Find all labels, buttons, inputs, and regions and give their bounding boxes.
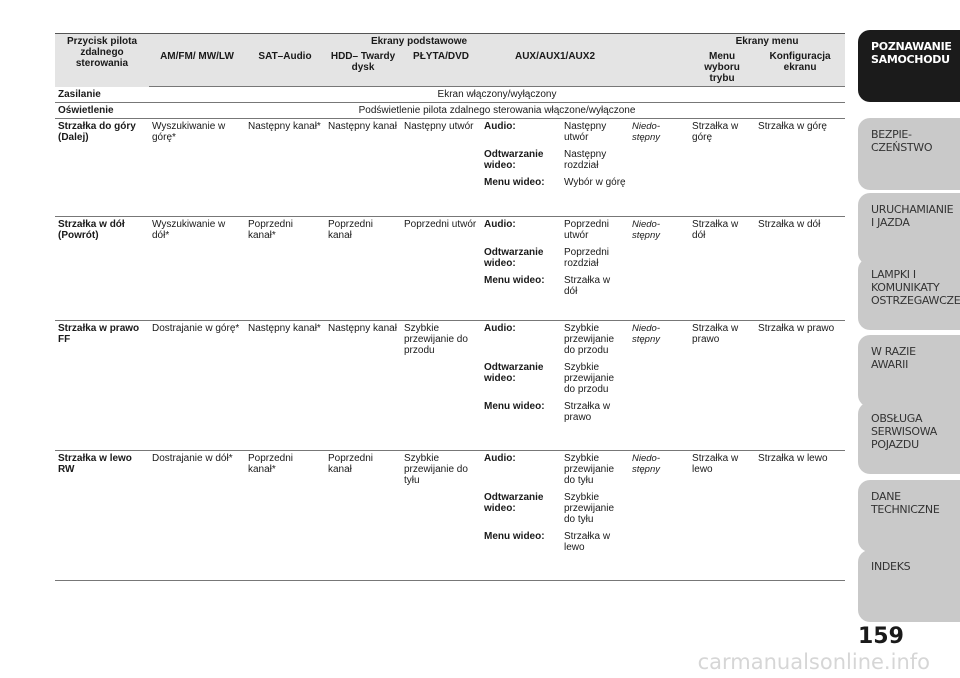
row-zasilanie — [55, 87, 845, 103]
aux-pair — [484, 219, 626, 241]
aux-pair — [484, 275, 626, 297]
cell-aux — [481, 321, 629, 451]
row-label: Zasilanie — [55, 87, 149, 103]
aux-pair-label: Odtwarzanie wideo: — [484, 247, 544, 269]
row-label: Strzałka w prawo FF — [55, 321, 149, 451]
table-row — [55, 119, 845, 217]
cell-amfm: Wyszukiwanie w dół* — [149, 217, 245, 321]
cell-sat: Następny kanał* — [245, 321, 325, 451]
header-button-col: Przycisk pilota zdalnego sterowania — [55, 34, 149, 87]
aux-pair — [484, 247, 626, 269]
aux-pair-value: Strzałka w dół — [564, 275, 611, 297]
aux-pair-value: Strzałka w lewo — [564, 531, 611, 553]
chapter-tab — [858, 402, 960, 474]
table-row — [55, 321, 845, 451]
row-value: Podświetlenie pilota zdalnego sterowania włączone/wyłączone — [149, 103, 845, 119]
header-group-menu: Ekrany menu — [689, 34, 845, 50]
cell-config: Strzałka w prawo — [755, 321, 845, 451]
cell-menu: Strzałka w prawo — [689, 321, 755, 451]
header-col-config: Konfiguracja ekranu — [755, 49, 845, 87]
row-label: Oświetlenie — [55, 103, 149, 119]
aux-pair-value: Poprzedni rozdział — [564, 247, 610, 269]
cell-dvd: Poprzedni utwór — [401, 217, 481, 321]
aux-pair — [484, 531, 626, 553]
cell-amfm: Dostrajanie w dół* — [149, 451, 245, 581]
chapter-tab-label: W RAZIE AWARII — [871, 345, 916, 371]
aux-pair-value: Szybkie przewijanie do przodu — [564, 323, 615, 356]
cell-dvd: Szybkie przewijanie do tyłu — [401, 451, 481, 581]
aux-pair-label: Audio: — [484, 219, 516, 230]
aux-pair — [484, 492, 626, 525]
aux-pair — [484, 401, 626, 423]
cell-sat: Następny kanał* — [245, 119, 325, 217]
chapter-tab-label: URUCHAMIANIE I JAZDA — [871, 203, 954, 229]
cell-dvd: Szybkie przewijanie do przodu — [401, 321, 481, 451]
cell-sat: Poprzedni kanał* — [245, 217, 325, 321]
aux-pair-label: Menu wideo: — [484, 401, 545, 412]
aux-pair-value: Szybkie przewijanie do tyłu — [564, 453, 615, 486]
cell-config: Strzałka w lewo — [755, 451, 845, 581]
aux-pair — [484, 362, 626, 395]
cell-amfm: Dostrajanie w górę* — [149, 321, 245, 451]
aux-pair-value: Szybkie przewijanie do przodu — [564, 362, 615, 395]
row-oswietlenie — [55, 103, 845, 119]
cell-menu: Strzałka w dół — [689, 217, 755, 321]
row-value: Ekran włączony/wyłączony — [149, 87, 845, 103]
cell-menu: Strzałka w górę — [689, 119, 755, 217]
chapter-tab — [858, 118, 960, 190]
aux-pair-value: Szybkie przewijanie do tyłu — [564, 492, 615, 525]
header-col-hdd: HDD– Twardy dysk — [325, 49, 401, 87]
header-col-dvd: PŁYTA/DVD — [401, 49, 481, 87]
header-col-menu: Menu wyboru trybu — [689, 49, 755, 87]
chapter-tab — [858, 335, 960, 407]
aux-pair-value: Następny rozdział — [564, 149, 607, 171]
aux-pair-label: Odtwarzanie wideo: — [484, 492, 544, 514]
aux-pair — [484, 323, 626, 356]
cell-hdd: Następny kanał — [325, 119, 401, 217]
chapter-tab-label: LAMPKI I KOMUNIKATY OSTRZEGAWCZE — [871, 268, 960, 307]
cell-aux — [481, 451, 629, 581]
aux-pair-label: Menu wideo: — [484, 531, 545, 542]
aux-pair-value: Wybór w górę — [564, 177, 626, 188]
page-number: 159 — [858, 624, 904, 649]
header-row-columns — [55, 49, 845, 87]
chapter-tab — [858, 480, 960, 552]
cell-hdd: Następny kanał — [325, 321, 401, 451]
cell-dvd: Następny utwór — [401, 119, 481, 217]
header-col-aux: AUX/AUX1/AUX2 — [481, 49, 629, 87]
function-rows — [55, 119, 845, 581]
cell-hdd: Poprzedni kanał — [325, 451, 401, 581]
aux-pair — [484, 121, 626, 143]
chapter-tab-label: OBSŁUGA SERWISOWA POJAZDU — [871, 412, 937, 451]
aux-pair-value: Następny utwór — [564, 121, 607, 143]
aux-pair-label: Odtwarzanie wideo: — [484, 149, 544, 171]
chapter-tab-label: INDEKS — [871, 560, 911, 573]
cell-aux2: Niedo- stępny — [629, 119, 689, 217]
aux-pair — [484, 453, 626, 486]
header-col-empty — [629, 49, 689, 87]
cell-aux2: Niedo- stępny — [629, 451, 689, 581]
row-label: Strzałka w lewo RW — [55, 451, 149, 581]
cell-config: Strzałka w dół — [755, 217, 845, 321]
table-row — [55, 217, 845, 321]
chapter-tab-label: POZNAWANIE SAMOCHODU — [871, 40, 952, 66]
aux-pair-label: Odtwarzanie wideo: — [484, 362, 544, 384]
aux-pair-label: Audio: — [484, 121, 516, 132]
chapter-tab-label: DANE TECHNICZNE — [871, 490, 940, 516]
row-label: Strzałka w dół (Powrót) — [55, 217, 149, 321]
chapter-tab — [858, 193, 960, 265]
row-label: Strzałka do góry (Dalej) — [55, 119, 149, 217]
cell-aux2: Niedo- stępny — [629, 217, 689, 321]
header-col-amfm: AM/FM/ MW/LW — [149, 49, 245, 87]
cell-config: Strzałka w górę — [755, 119, 845, 217]
aux-pair-value: Poprzedni utwór — [564, 219, 610, 241]
cell-amfm: Wyszukiwanie w górę* — [149, 119, 245, 217]
cell-menu: Strzałka w lewo — [689, 451, 755, 581]
aux-pair-label: Menu wideo: — [484, 177, 545, 188]
chapter-tab-label: BEZPIE- CZEŃSTWO — [871, 128, 933, 154]
cell-aux — [481, 217, 629, 321]
watermark: carmanualsonline.info — [697, 650, 930, 674]
cell-aux2: Niedo- stępny — [629, 321, 689, 451]
cell-sat: Poprzedni kanał* — [245, 451, 325, 581]
aux-pair — [484, 177, 626, 188]
header-group-basic: Ekrany podstawowe — [149, 34, 689, 50]
remote-control-functions-table — [55, 33, 845, 581]
aux-pair — [484, 149, 626, 171]
aux-pair-value: Strzałka w prawo — [564, 401, 611, 423]
chapter-tab — [858, 258, 960, 330]
table-row — [55, 451, 845, 581]
aux-pair-label: Menu wideo: — [484, 275, 545, 286]
aux-pair-label: Audio: — [484, 453, 516, 464]
cell-aux — [481, 119, 629, 217]
chapter-tab — [858, 550, 960, 622]
header-row-groups — [55, 34, 845, 50]
chapter-tab — [858, 30, 960, 102]
cell-hdd: Poprzedni kanał — [325, 217, 401, 321]
header-col-sat: SAT–Audio — [245, 49, 325, 87]
aux-pair-label: Audio: — [484, 323, 516, 334]
